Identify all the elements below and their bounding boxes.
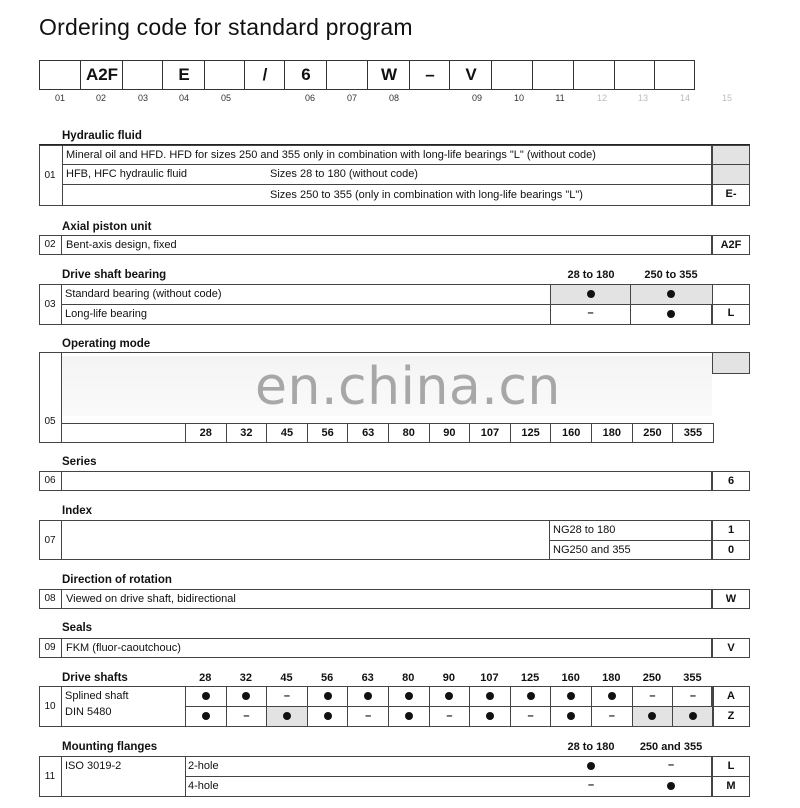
code-position-number: 11 <box>555 93 565 103</box>
divider <box>39 352 750 353</box>
code-position-box <box>532 60 574 90</box>
hydraulic-code-1 <box>712 145 750 165</box>
row-index: 05 <box>44 416 56 427</box>
shaft-size-header-cell: 125 <box>520 672 540 684</box>
shaft-size-header-cell: 63 <box>361 672 374 684</box>
row-index: 02 <box>44 239 56 250</box>
shaft-availability-cell <box>307 706 349 727</box>
bearing-dot-1 <box>551 289 630 301</box>
index-cell-border <box>39 145 62 206</box>
bearing-code-2: L <box>712 304 750 325</box>
row-index: 03 <box>44 299 56 310</box>
code-position-box <box>654 60 695 90</box>
shaft-availability-cell <box>672 706 714 727</box>
hydraulic-row-2-label: HFB, HFC hydraulic fluid <box>66 168 188 180</box>
shaft-availability-cell <box>307 686 349 707</box>
shaft-availability-cell: – <box>266 686 308 707</box>
size-cell: 63 <box>347 423 389 443</box>
code-position-number: 08 <box>388 93 399 103</box>
availability-dot <box>242 692 250 700</box>
code-position-box: / <box>244 60 285 90</box>
row-index: 01 <box>44 170 56 181</box>
code-position-box: E <box>162 60 205 90</box>
hydraulic-row-1 <box>62 145 712 165</box>
shaft-availability-cell <box>550 706 592 727</box>
availability-dot <box>567 692 575 700</box>
code-position-box: 6 <box>284 60 327 90</box>
shaft-availability-cell: – <box>510 706 552 727</box>
shaft-availability-cell: – <box>347 706 389 727</box>
size-cell: 107 <box>469 423 511 443</box>
shaft-size-header-cell: 45 <box>280 672 293 684</box>
shaft-availability-cell <box>469 706 511 727</box>
hydraulic-row-3-text: Sizes 250 to 355 (only in combination with long-life bearings "L") <box>270 189 583 201</box>
availability-dot <box>364 692 372 700</box>
hydraulic-code-3: E- <box>712 185 750 206</box>
section-title-drive-shaft-bearing: Drive shaft bearing <box>62 269 167 281</box>
bearing-row-1-text: Standard bearing (without code) <box>65 288 222 300</box>
index-code-2: 0 <box>712 540 750 560</box>
code-position-box: W <box>367 60 410 90</box>
availability-dot <box>405 712 413 720</box>
flange-col-header-1: 28 to 180 <box>567 741 615 753</box>
size-cell: 180 <box>591 423 633 443</box>
code-position-box <box>491 60 533 90</box>
availability-dot <box>486 712 494 720</box>
size-cell: 160 <box>550 423 592 443</box>
axial-code: A2F <box>712 235 750 255</box>
shaft-label-2: DIN 5480 <box>65 706 112 718</box>
code-position-box: A2F <box>80 60 123 90</box>
size-cell: 56 <box>307 423 349 443</box>
shaft-availability-cell <box>550 686 592 707</box>
code-position-number: 05 <box>220 93 231 103</box>
code-position-number: 01 <box>54 93 65 103</box>
divider <box>61 304 712 305</box>
shaft-availability-cell <box>591 686 633 707</box>
seals-row <box>39 638 712 658</box>
flange-row-1-text: 2-hole <box>188 760 219 772</box>
section-title-mounting-flanges: Mounting flanges <box>62 741 158 753</box>
section-title-drive-shafts: Drive shafts <box>62 672 128 684</box>
axial-row <box>39 235 712 255</box>
axial-row-text: Bent-axis design, fixed <box>66 239 177 251</box>
hydraulic-row-2-sizes: Sizes 28 to 180 (without code) <box>270 168 418 180</box>
code-position-number: 03 <box>137 93 148 103</box>
bearing-row-2-mark-1: – <box>587 307 594 319</box>
availability-dot <box>445 692 453 700</box>
divider <box>61 756 62 797</box>
code-position-number: 02 <box>95 93 106 103</box>
flange-standard: ISO 3019-2 <box>65 760 122 772</box>
section-title-operating-mode: Operating mode <box>62 338 151 350</box>
divider <box>61 686 62 727</box>
watermark: en.china.cn <box>255 357 561 417</box>
size-cell: 45 <box>266 423 308 443</box>
seals-code: V <box>712 638 750 658</box>
section-title-seals: Seals <box>62 622 93 634</box>
code-position-box <box>614 60 655 90</box>
shaft-size-header-cell: 56 <box>320 672 334 684</box>
row-index: 09 <box>44 642 56 653</box>
availability-dot <box>202 692 210 700</box>
page-title: Ordering code for standard program <box>39 14 413 40</box>
shaft-size-header-cell: 180 <box>602 672 621 684</box>
flange-code-2: M <box>712 776 750 797</box>
code-position-number: 14 <box>679 93 690 103</box>
seals-row-text: FKM (fluor-caoutchouc) <box>66 642 181 654</box>
code-position-box <box>39 60 81 90</box>
hydraulic-row-3 <box>62 185 712 206</box>
code-position-box: – <box>409 60 450 90</box>
bearing-col-header-2: 250 to 355 <box>644 269 698 281</box>
availability-dot <box>608 692 616 700</box>
code-position-box <box>204 60 245 90</box>
shaft-label-1: Splined shaft <box>65 690 129 702</box>
section-title-index: Index <box>62 505 93 517</box>
size-cell: 90 <box>429 423 471 443</box>
row-index: 07 <box>44 535 56 546</box>
index-row-2-text: NG250 and 355 <box>553 544 631 556</box>
section-title-hydraulic-fluid: Hydraulic fluid <box>62 130 142 142</box>
shaft-availability-cell <box>266 706 308 727</box>
shaft-size-header-cell: 355 <box>683 672 702 684</box>
flange-row-2-text: 4-hole <box>188 780 219 792</box>
section-title-direction-of-rotation: Direction of rotation <box>62 574 172 586</box>
shaft-availability-cell <box>632 706 674 727</box>
shaft-size-header-cell: 28 <box>199 672 212 684</box>
shaft-availability-cell <box>185 686 227 707</box>
bearing-row-2-text: Long-life bearing <box>65 308 147 320</box>
code-position-number: 09 <box>471 93 482 103</box>
size-cell: 80 <box>388 423 430 443</box>
divider <box>61 589 62 609</box>
section-title-axial-piston-unit: Axial piston unit <box>62 221 152 233</box>
flange-dot-2 <box>631 781 711 793</box>
index-row-1-text: NG28 to 180 <box>553 524 616 536</box>
shaft-size-header-cell: 160 <box>561 672 580 684</box>
shaft-availability-cell <box>388 686 430 707</box>
hydraulic-row-1-text: Mineral oil and HFD. HFD for sizes 250 and 355 only in combination with long-life bearings "L" (without code) <box>66 149 596 161</box>
code-position-number: 10 <box>513 93 524 103</box>
flange-row-1-mark-2: – <box>667 759 675 771</box>
row-index: 08 <box>44 593 56 604</box>
code-position-box <box>573 60 615 90</box>
divider <box>185 776 712 777</box>
section-title-series: Series <box>62 456 97 468</box>
row-index: 06 <box>44 475 56 486</box>
index-code-1: 1 <box>712 520 750 541</box>
divider <box>61 423 186 424</box>
shaft-code-z: Z <box>712 706 750 727</box>
shaft-availability-cell <box>347 686 389 707</box>
operating-code <box>712 352 750 374</box>
availability-dot <box>527 692 535 700</box>
index-cell-border <box>39 352 63 443</box>
series-code: 6 <box>712 471 750 491</box>
shaft-availability-cell <box>185 706 227 727</box>
shaft-size-header-cell: 250 <box>642 672 662 684</box>
divider <box>61 520 62 560</box>
divider <box>61 638 62 658</box>
code-position-number: 06 <box>304 93 315 103</box>
code-position-number: 04 <box>178 93 189 103</box>
shaft-availability-cell <box>226 686 268 707</box>
size-cell: 355 <box>672 423 714 443</box>
flange-code-1: L <box>712 756 750 777</box>
shaft-size-header-cell: 107 <box>480 672 499 684</box>
rotation-row-text: Viewed on drive shaft, bidirectional <box>66 593 236 605</box>
divider <box>61 352 62 443</box>
flange-dot-1 <box>551 761 631 773</box>
code-position-box <box>122 60 163 90</box>
availability-dot <box>324 692 332 700</box>
code-position-box: V <box>449 60 492 90</box>
code-position-box <box>326 60 368 90</box>
shaft-availability-cell: – <box>226 706 268 727</box>
availability-dot <box>648 712 656 720</box>
divider <box>61 471 62 491</box>
rotation-row <box>39 589 712 609</box>
shaft-size-header-cell: 32 <box>239 672 253 684</box>
code-position-number: 07 <box>346 93 357 103</box>
size-cell: 28 <box>185 423 227 443</box>
divider <box>185 756 186 797</box>
shaft-availability-cell <box>510 686 552 707</box>
availability-dot <box>405 692 413 700</box>
shaft-availability-cell: – <box>672 686 714 707</box>
shaft-availability-cell: – <box>429 706 471 727</box>
series-row <box>39 471 712 491</box>
hydraulic-code-2 <box>712 165 750 185</box>
flange-row-2-mark-1: – <box>587 779 595 791</box>
code-position-number: 12 <box>596 93 607 103</box>
shaft-code-a: A <box>712 686 750 707</box>
row-index: 11 <box>44 771 56 782</box>
bearing-code-1 <box>712 284 750 305</box>
bearing-dot-3 <box>631 309 711 321</box>
shaft-availability-cell: – <box>632 686 674 707</box>
shaft-availability-cell <box>429 686 471 707</box>
size-cell: 250 <box>632 423 674 443</box>
code-position-number: 15 <box>721 93 732 103</box>
size-cell: 125 <box>510 423 552 443</box>
divider <box>549 540 712 541</box>
availability-dot <box>283 712 291 720</box>
size-cell: 32 <box>226 423 268 443</box>
availability-dot <box>324 712 332 720</box>
hydraulic-row-2 <box>62 165 712 185</box>
row-index: 10 <box>44 701 56 712</box>
availability-dot <box>567 712 575 720</box>
availability-dot <box>202 712 210 720</box>
divider <box>61 235 62 255</box>
shaft-availability-cell <box>388 706 430 727</box>
shaft-size-header-cell: 80 <box>402 672 415 684</box>
shaft-size-header-cell: 90 <box>442 672 456 684</box>
availability-dot <box>689 712 697 720</box>
availability-dot <box>486 692 494 700</box>
bearing-dot-2 <box>631 289 711 301</box>
rotation-code: W <box>712 589 750 609</box>
flange-col-header-2: 250 and 355 <box>639 741 703 753</box>
bearing-col-header-1: 28 to 180 <box>567 269 615 281</box>
shaft-availability-cell <box>469 686 511 707</box>
code-position-number: 13 <box>637 93 648 103</box>
shaft-availability-cell: – <box>591 706 633 727</box>
